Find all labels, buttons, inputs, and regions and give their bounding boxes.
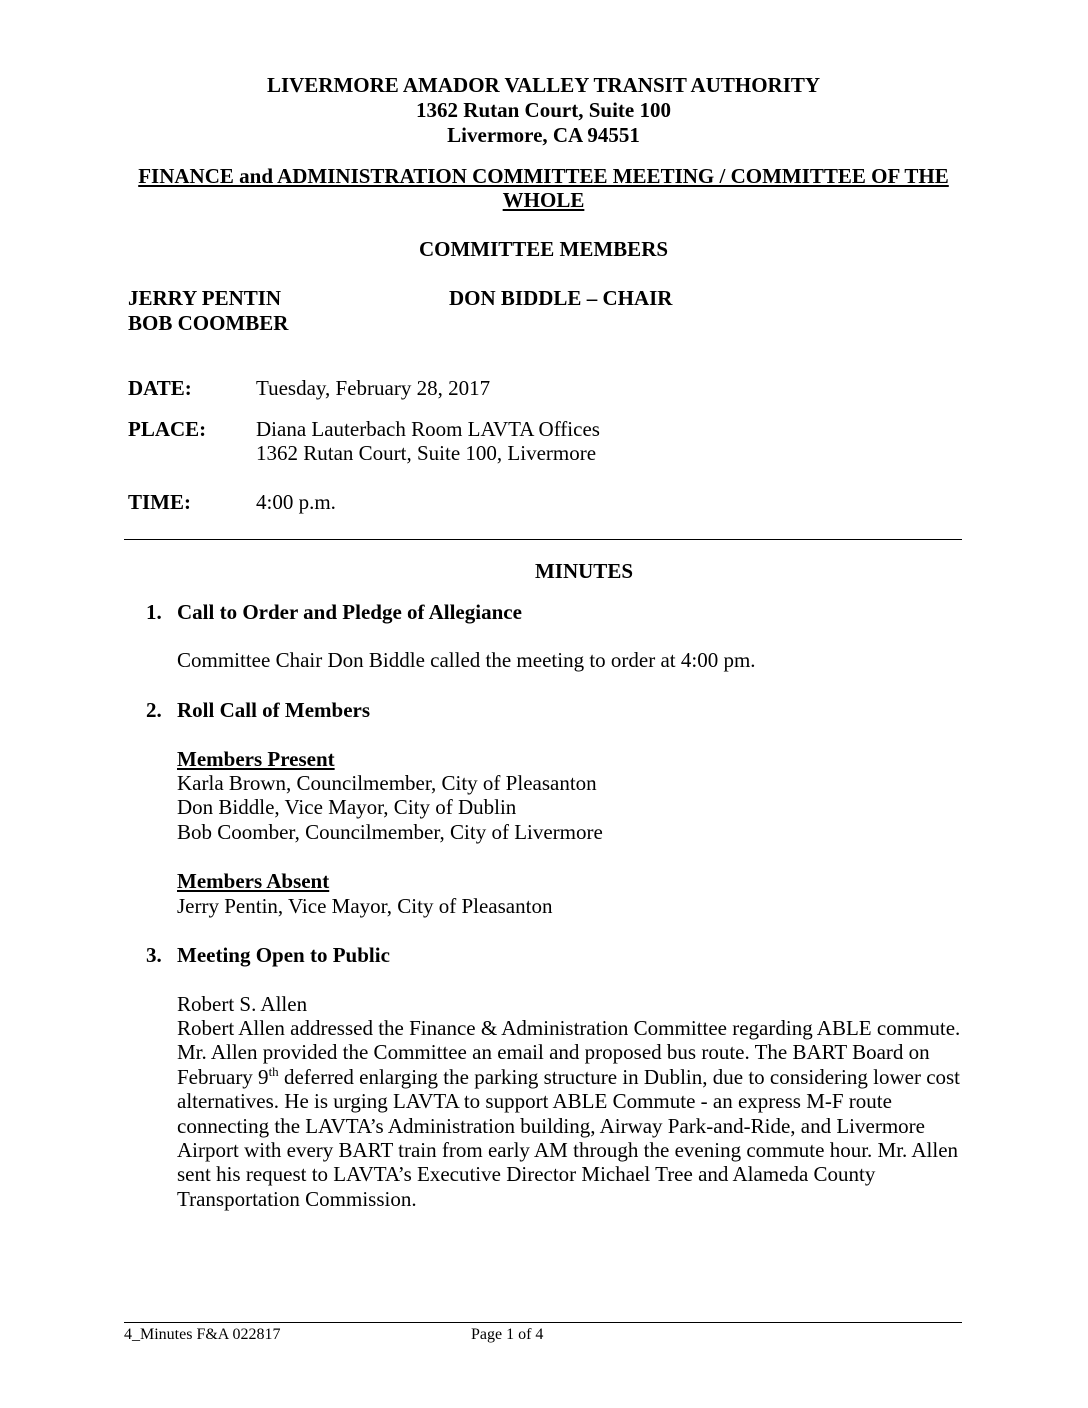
member-left-2: BOB COOMBER [128, 311, 289, 335]
footer-divider [124, 1322, 962, 1323]
paragraph-part-2: deferred enlarging the parking structure in Dublin, due to considering lower cost alternatives. He is urging LAVTA to support ABLE Commute - an express M-F route connecting the LAVTA’s Administration building, Airway Park-and-Ride, and Livermore Airport with every BART train from early AM through the evening commute hour. Mr. Allen sent his request to LAVTA’s Executive Director Michael Tree and Alameda County Transportation Commission. [177, 1064, 961, 1211]
section-2-number: 2. [146, 698, 162, 722]
section-1-text: Committee Chair Don Biddle called the meeting to order at 4:00 pm. [177, 648, 756, 672]
meeting-title-line-1: FINANCE and ADMINISTRATION COMMITTEE MEETING / COMMITTEE OF THE [138, 164, 949, 188]
section-3-number: 3. [146, 943, 162, 967]
place-line-2: 1362 Rutan Court, Suite 100, Livermore [256, 441, 597, 465]
public-comment-paragraph [177, 1016, 977, 1211]
committee-members-heading: COMMITTEE MEMBERS [418, 237, 669, 261]
section-3-title: Meeting Open to Public [177, 943, 390, 967]
member-chair: DON BIDDLE – CHAIR [449, 286, 673, 310]
member-present-2: Don Biddle, Vice Mayor, City of Dublin [177, 795, 517, 819]
org-name: LIVERMORE AMADOR VALLEY TRANSIT AUTHORITY [266, 73, 821, 97]
speaker-name: Robert S. Allen [177, 992, 308, 1016]
member-absent-1: Jerry Pentin, Vice Mayor, City of Pleasanton [177, 894, 553, 918]
members-present-heading: Members Present [177, 747, 335, 771]
section-2-title: Roll Call of Members [177, 698, 371, 722]
horizontal-divider [124, 539, 962, 540]
date-label: DATE: [128, 376, 192, 400]
place-line-1: Diana Lauterbach Room LAVTA Offices [256, 417, 600, 441]
meeting-title-line-2: WHOLE [502, 188, 585, 212]
place-label: PLACE: [128, 417, 207, 441]
date-value: Tuesday, February 28, 2017 [256, 376, 491, 400]
address-line-2: Livermore, CA 94551 [447, 123, 640, 147]
section-1-title: Call to Order and Pledge of Allegiance [177, 600, 522, 624]
footer-doc-id: 4_Minutes F&A 022817 [124, 1326, 281, 1343]
members-absent-heading: Members Absent [177, 869, 330, 893]
member-present-3: Bob Coomber, Councilmember, City of Livermore [177, 820, 603, 844]
member-left-1: JERRY PENTIN [128, 286, 282, 310]
time-label: TIME: [128, 490, 191, 514]
section-1-number: 1. [146, 600, 162, 624]
paragraph-part-1: Robert Allen addressed the Finance & Administration Committee regarding ABLE commute. Mr. Allen provided the Committee an email and proposed bus route. The BART Board on February 9 [177, 1016, 961, 1089]
member-present-1: Karla Brown, Councilmember, City of Pleasanton [177, 771, 597, 795]
footer-page-number: Page 1 of 4 [471, 1326, 544, 1343]
time-value: 4:00 p.m. [256, 490, 336, 514]
ordinal-suffix: th [268, 1063, 279, 1079]
address-line-1: 1362 Rutan Court, Suite 100 [416, 98, 671, 122]
minutes-heading: MINUTES [534, 559, 634, 583]
